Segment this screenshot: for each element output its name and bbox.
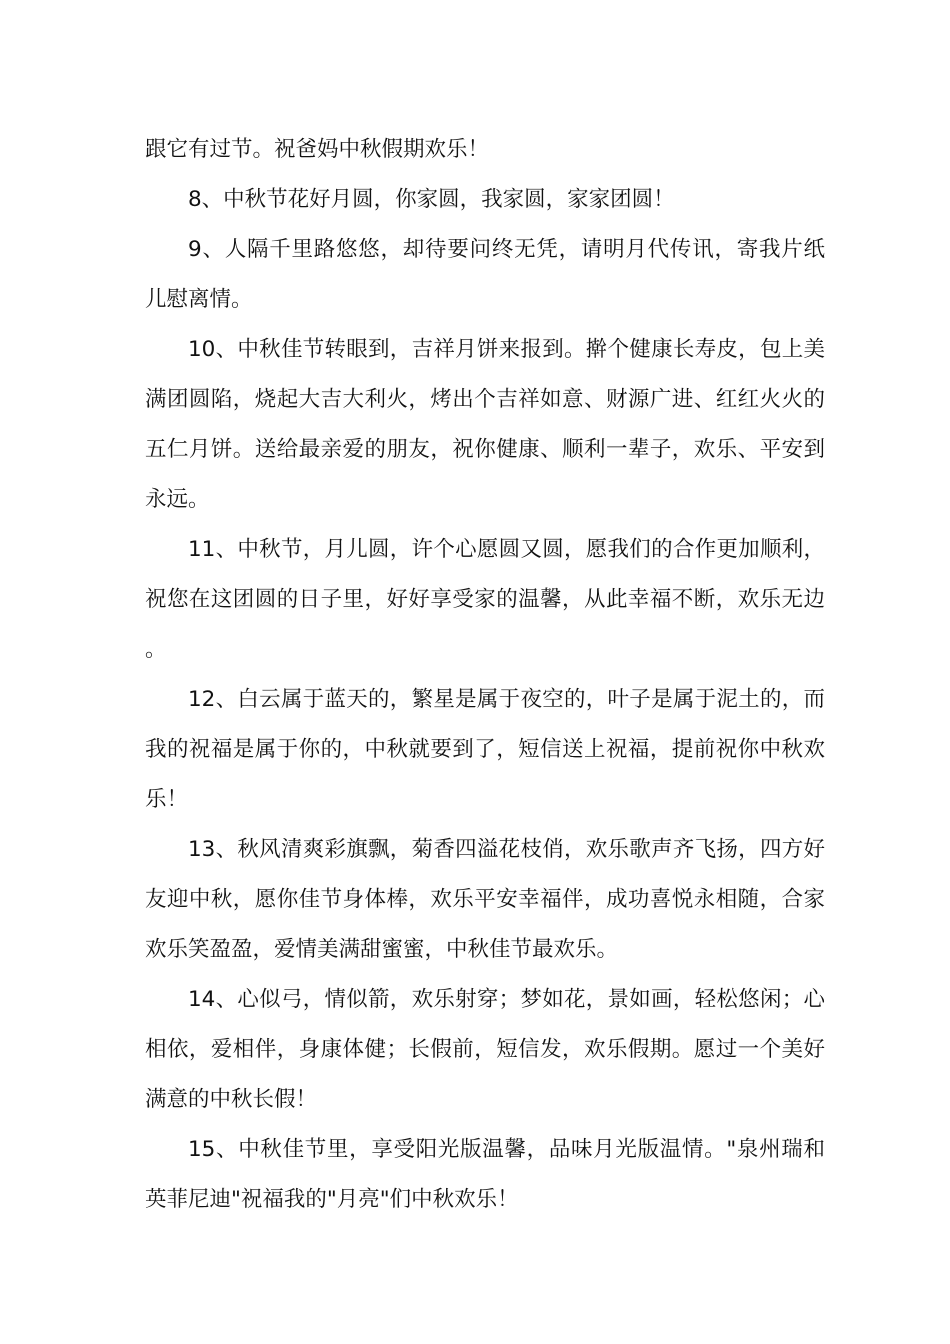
paragraph-item-8: 8、中秋节花好月圆，你家圆，我家圆，家家团圆！ [188,187,675,212]
paragraph-item-13: 13、秋风清爽彩旗飘，菊香四溢花枝俏，欢乐歌声齐飞扬，四方好友迎中秋，愿你佳节身体棒，欢乐平安幸福伴，成功喜悦永相随，合家欢乐笑盈盈，爱情美满甜蜜蜜，中秋佳节最欢乐。 [145,837,825,962]
paragraph-continuation: 跟它有过节。祝爸妈中秋假期欢乐！ [145,137,490,162]
document-body [145,125,825,1225]
paragraph-item-10: 10、中秋佳节转眼到，吉祥月饼来报到。擀个健康长寿皮，包上美满团圆陷，烧起大吉大利火，烤出个吉祥如意、财源广进、红红火火的五仁月饼。送给最亲爱的朋友，祝你健康、顺利一辈子，欢乐、平安到永远。 [145,337,825,512]
paragraph-item-14: 14、心似弓，情似箭，欢乐射穿；梦如花，景如画，轻松悠闲；心相依，爱相伴，身康体健；长假前，短信发，欢乐假期。愿过一个美好满意的中秋长假！ [145,987,825,1112]
paragraph-item-9: 9、人隔千里路悠悠，却待要问终无凭，请明月代传讯，寄我片纸儿慰离情。 [145,237,825,312]
paragraph-item-12: 12、白云属于蓝天的，繁星是属于夜空的，叶子是属于泥土的，而我的祝福是属于你的，中秋就要到了，短信送上祝福，提前祝你中秋欢乐！ [145,687,825,812]
paragraph-item-11: 11、中秋节，月儿圆，许个心愿圆又圆，愿我们的合作更加顺利，祝您在这团圆的日子里，好好享受家的温馨，从此幸福不断，欢乐无边。 [145,537,825,662]
paragraph-item-15: 15、中秋佳节里，享受阳光版温馨，品味月光版温情。"泉州瑞和英菲尼迪"祝福我的"月亮"们中秋欢乐！ [145,1137,825,1212]
